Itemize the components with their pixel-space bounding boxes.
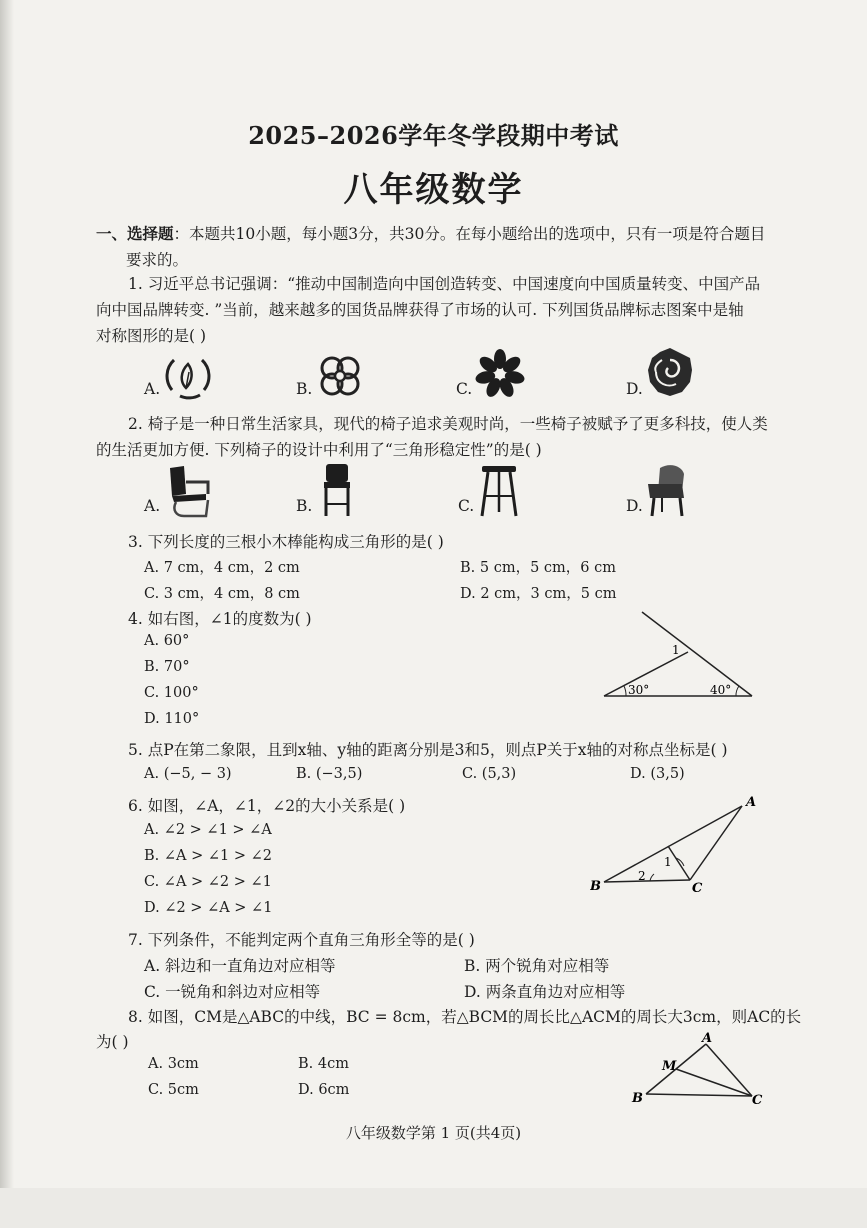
q2-line1: 2. 椅子是一种日常生活家具，现代的椅子追求美观时尚，一些椅子被赋予了更多科技，使人类 <box>128 415 768 433</box>
exam-title: 2025–2026学年冬学段期中考试 <box>248 121 619 150</box>
q2-option-c-label: C. <box>458 497 475 515</box>
q1-line1: 1. 习近平总书记强调：“推动中国制造向中国创造转变、中国速度向中国质量转变、中国产品 <box>128 275 761 293</box>
q3-option-c: C. 3 cm，4 cm，8 cm <box>144 586 300 602</box>
subject-title: 八年级数学 <box>343 170 524 210</box>
q4-stem: 4. 如右图，∠1的度数为( ) <box>128 610 312 628</box>
section-desc: ：本题共10小题，每小题3分，共30分。在每小题给出的选项中，只有一项是符合题目 <box>173 225 766 243</box>
q4-option-b: B. 70° <box>144 659 190 675</box>
q3-stem: 3. 下列长度的三根小木棒能构成三角形的是( ) <box>128 533 444 551</box>
q7-stem: 7. 下列条件，不能判定两个直角三角形全等的是( ) <box>128 931 475 949</box>
q7-option-b: B. 两个锐角对应相等 <box>464 957 610 975</box>
q4-option-a: A. 60° <box>144 633 190 649</box>
q6-stem: 6. 如图，∠A，∠1，∠2的大小关系是( ) <box>128 797 406 815</box>
q4-label-angle1: 1 <box>672 643 680 657</box>
q6-option-c: C. ∠A > ∠2 > ∠1 <box>144 874 272 890</box>
q5-option-b: B. (−3,5) <box>296 766 363 782</box>
flower-logo-icon <box>474 348 526 400</box>
q6-label-c: C <box>692 881 703 894</box>
q3-option-a: A. 7 cm，4 cm，2 cm <box>144 560 300 576</box>
q6-option-a: A. ∠2 > ∠1 > ∠A <box>144 822 272 838</box>
q6-label-a: A <box>746 795 757 810</box>
knot-logo-icon <box>314 350 366 402</box>
section-instructions-line1 <box>96 222 765 244</box>
q8-line2: 为( ) <box>96 1033 129 1051</box>
q6-option-d: D. ∠2 > ∠A > ∠1 <box>144 900 273 916</box>
q6-label-b: B <box>590 879 601 894</box>
q1-option-b-label: B. <box>296 380 313 398</box>
q8-option-b: B. 4cm <box>298 1056 349 1072</box>
q5-option-d: D. (3,5) <box>630 766 685 782</box>
scan-bottom-band <box>0 1188 867 1228</box>
q8-label-a: A <box>702 1031 713 1046</box>
q6-triangle-figure <box>590 794 760 894</box>
swirl-rose-logo-icon <box>644 346 696 398</box>
q4-label-40: 40° <box>710 683 732 697</box>
q7-option-d: D. 两条直角边对应相等 <box>464 983 626 1001</box>
q4-angle-figure <box>596 606 762 702</box>
q6-option-b: B. ∠A > ∠1 > ∠2 <box>144 848 272 864</box>
armchair-icon <box>640 462 692 518</box>
leaf-circle-logo-icon <box>162 350 214 402</box>
q8-triangle-figure <box>628 1030 768 1106</box>
q5-stem: 5. 点P在第二象限，且到x轴、y轴的距离分别是3和5，则点P关于x轴的对称点坐标是( ) <box>128 741 728 759</box>
q8-label-m: M <box>662 1059 677 1074</box>
office-chair-icon <box>162 464 214 520</box>
q8-option-c: C. 5cm <box>148 1082 199 1098</box>
q1-line2: 向中国品牌转变. ”当前，越来越多的国货品牌获得了市场的认可. 下列国货品牌标志图案中是轴 <box>96 301 744 319</box>
q5-option-a: A. (−5, − 3) <box>144 766 232 782</box>
q7-option-c: C. 一锐角和斜边对应相等 <box>144 983 321 1001</box>
q3-option-d: D. 2 cm，3 cm，5 cm <box>460 586 617 602</box>
q5-option-c: C. (5,3) <box>462 766 517 782</box>
q8-line1: 8. 如图，CM是△ABC的中线，BC = 8cm，若△BCM的周长比△ACM的周长大3cm，则AC的长 <box>128 1008 802 1026</box>
q2-option-a-label: A. <box>144 497 161 515</box>
q1-option-a-label: A. <box>144 380 161 398</box>
q2-option-d-label: D. <box>626 497 643 515</box>
q7-option-a: A. 斜边和一直角边对应相等 <box>144 957 336 975</box>
section-label: 一、选择题 <box>96 224 174 243</box>
q1-line3: 对称图形的是( ) <box>96 327 207 345</box>
q4-label-30: 30° <box>628 683 650 697</box>
tripod-stool-icon <box>474 462 526 518</box>
page-footer: 八年级数学第 1 页(共4页) <box>345 1124 522 1142</box>
q6-label-angle1: 1 <box>664 855 672 869</box>
q8-option-a: A. 3cm <box>148 1056 199 1072</box>
q8-label-c: C <box>752 1093 763 1106</box>
q4-option-d: D. 110° <box>144 711 200 727</box>
q8-label-b: B <box>632 1091 643 1106</box>
q2-line2: 的生活更加方便. 下列椅子的设计中利用了“三角形稳定性”的是( ) <box>96 441 542 459</box>
q3-option-b: B. 5 cm，5 cm，6 cm <box>460 560 616 576</box>
q8-option-d: D. 6cm <box>298 1082 350 1098</box>
q2-option-b-label: B. <box>296 497 313 515</box>
q1-option-c-label: C. <box>456 380 473 398</box>
q6-label-angle2: 2 <box>638 869 646 883</box>
q4-option-c: C. 100° <box>144 685 199 701</box>
q1-option-d-label: D. <box>626 380 643 398</box>
bar-stool-icon <box>312 462 364 518</box>
section-instructions-line2: 要求的。 <box>126 251 189 269</box>
